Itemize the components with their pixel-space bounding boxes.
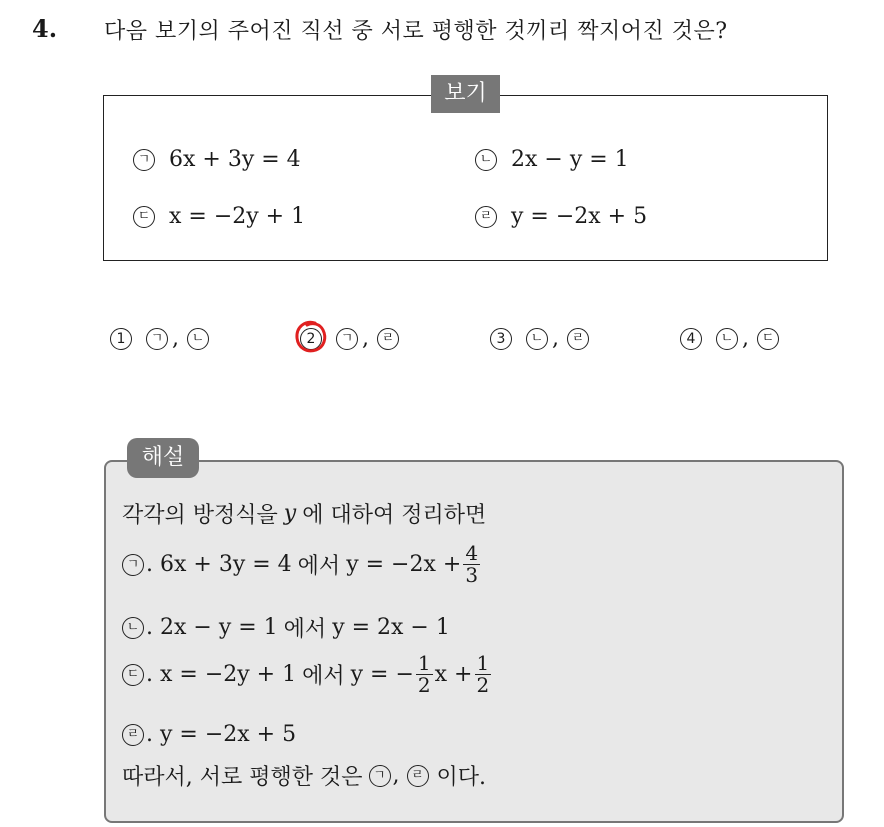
circled-mark: ㄹ xyxy=(407,765,429,787)
fraction: $\frac{4}{3}$ xyxy=(465,541,479,587)
connector-text: 에서 xyxy=(302,664,345,689)
equation: x = −2y + 1 xyxy=(169,204,306,229)
intro-text: 각각의 방정식을 xyxy=(122,503,278,528)
circled-mark: ㄱ xyxy=(146,328,168,350)
circled-mark: ㄴ xyxy=(475,149,497,171)
bogi-box xyxy=(103,95,828,261)
circled-mark: ㄴ xyxy=(187,328,209,350)
solution-label: 해설 xyxy=(127,438,199,478)
equation: x = −2y + 1 xyxy=(160,662,297,687)
bogi-label: 보기 xyxy=(431,75,500,113)
connector-text: 에서 xyxy=(297,554,341,579)
equation: 6x + 3y = 4 xyxy=(160,552,292,577)
fraction: $\frac{1}{2}$ xyxy=(417,651,431,697)
choice-1[interactable]: 1 ㄱ , ㄴ xyxy=(110,326,213,351)
choice-number: 4 xyxy=(680,328,702,350)
variable: y xyxy=(283,501,297,526)
circled-mark: ㄴ xyxy=(716,328,738,350)
circled-mark: ㄴ xyxy=(122,617,144,639)
solution-line-1: ㄱ . 6x + 3y = 4 에서 y = −2x + $\frac{4}{3}$ xyxy=(122,543,482,586)
equation: 6x + 3y = 4 xyxy=(169,147,301,172)
circled-mark: ㄱ xyxy=(122,554,144,576)
fraction: $\frac{1}{2}$ xyxy=(476,651,490,697)
circled-mark: ㄷ xyxy=(122,664,144,686)
equation: y = − xyxy=(350,662,414,687)
bogi-item-3 xyxy=(133,204,305,229)
bogi-item-1 xyxy=(133,147,301,172)
solution-line-4: ㄹ . y = −2x + 5 xyxy=(122,722,296,747)
bogi-item-2 xyxy=(475,147,629,172)
circled-mark: ㄹ xyxy=(122,724,144,746)
circled-mark: ㄱ xyxy=(336,328,358,350)
question-text: 다음 보기의 주어진 직선 중 서로 평행한 것끼리 짝지어진 것은? xyxy=(104,19,728,44)
choice-number: 2 xyxy=(300,328,322,350)
choice-number: 3 xyxy=(490,328,512,350)
circled-mark: ㄱ xyxy=(369,765,391,787)
circled-mark: ㄱ xyxy=(133,149,155,171)
solution-line-3: ㄷ . x = −2y + 1 에서 y = − $\frac{1}{2}$ x + $\frac{1}{2}$ xyxy=(122,653,493,696)
circled-mark: ㄷ xyxy=(133,206,155,228)
bogi-item-4 xyxy=(475,204,647,229)
equation: x + xyxy=(434,662,473,687)
solution-intro xyxy=(122,498,486,529)
conclusion-text: 따라서, 서로 평행한 것은 xyxy=(122,765,363,790)
equation: y = −2x + 5 xyxy=(160,722,297,747)
equation: y = 2x − 1 xyxy=(332,615,450,640)
equation: 2x − y = 1 xyxy=(511,147,629,172)
solution-conclusion: 따라서, 서로 평행한 것은 ㄱ , ㄹ 이다. xyxy=(122,760,486,791)
circled-mark: ㄹ xyxy=(475,206,497,228)
intro-text: 에 대하여 정리하면 xyxy=(302,503,487,528)
choice-number: 1 xyxy=(110,328,132,350)
choice-3[interactable]: 3 ㄴ , ㄹ xyxy=(490,326,593,351)
circled-mark: ㄷ xyxy=(757,328,779,350)
circled-mark: ㄴ xyxy=(526,328,548,350)
choice-4[interactable]: 4 ㄴ , ㄷ xyxy=(680,326,783,351)
solution-line-2: ㄴ . 2x − y = 1 에서 y = 2x − 1 xyxy=(122,612,450,643)
connector-text: 에서 xyxy=(283,617,327,642)
circled-mark: ㄹ xyxy=(377,328,399,350)
circled-mark: ㄹ xyxy=(567,328,589,350)
equation: 2x − y = 1 xyxy=(160,615,278,640)
conclusion-text: 이다. xyxy=(436,765,486,790)
equation: y = −2x + 5 xyxy=(511,204,648,229)
choice-2[interactable]: 2 ㄱ , ㄹ xyxy=(300,326,403,351)
question-number: 4. xyxy=(32,14,58,43)
equation: y = −2x + xyxy=(346,552,462,577)
